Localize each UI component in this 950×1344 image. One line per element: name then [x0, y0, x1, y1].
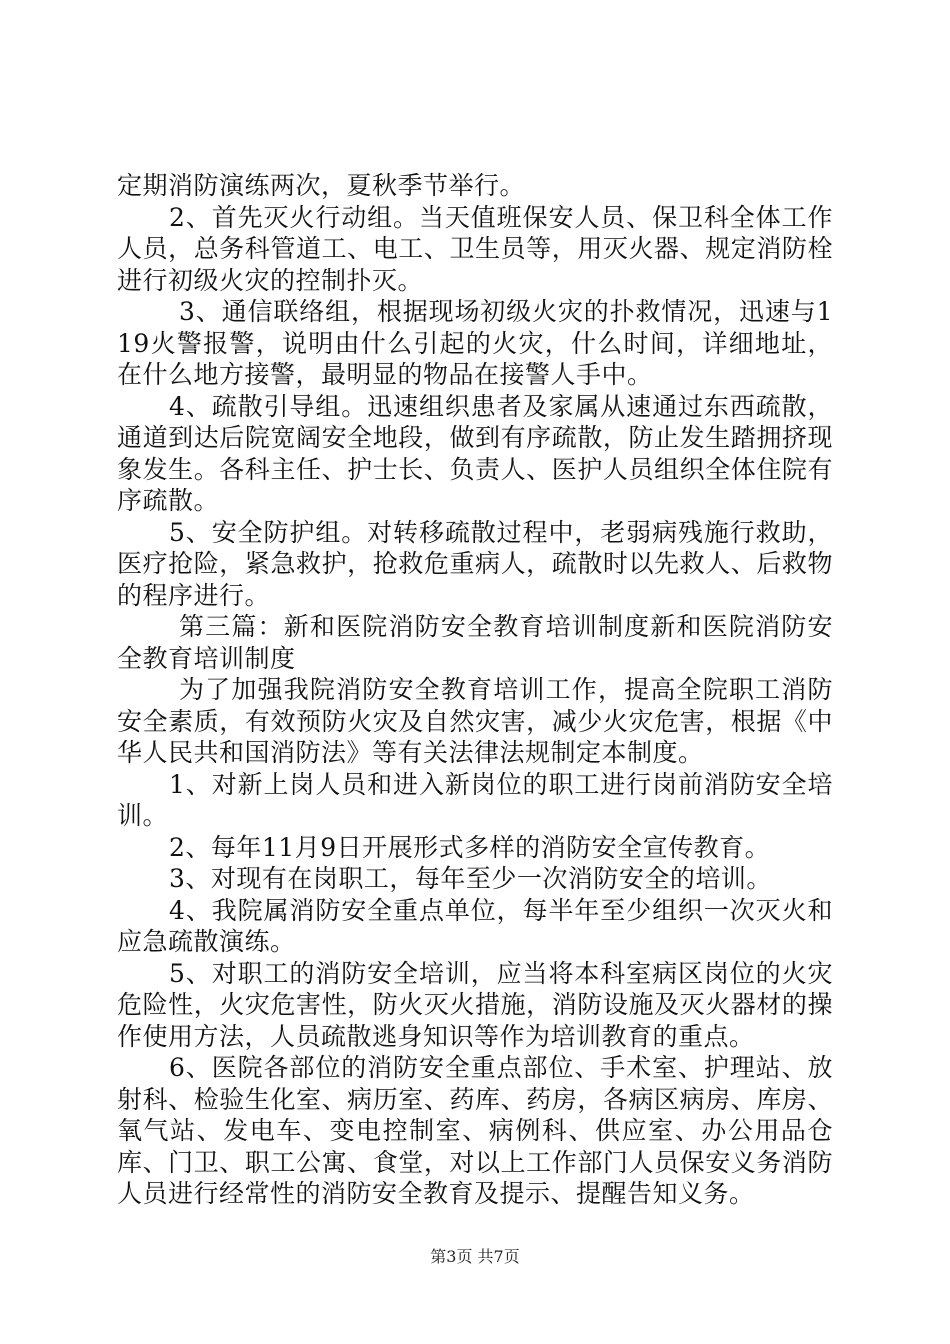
- paragraph-3: 3、通信联络组，根据现场初级火灾的扑救情况，迅速与119火警报警，说明由什么引起的火灾，什么时间，详细地址，在什么地方接警，最明显的物品在接警人手中。: [117, 297, 833, 389]
- paragraph-rule-1: 1、对新上岗人员和进入新岗位的职工进行岗前消防安全培训。: [117, 769, 833, 830]
- paragraph-5: 5、安全防护组。对转移疏散过程中，老弱病残施行救助，医疗抢险，紧急救护，抢救危重病人，疏散时以先救人、后救物的程序进行。: [117, 517, 833, 610]
- paragraph-4: 4、疏散引导组。迅速组织患者及家属从速通过东西疏散，通道到达后院宽阔安全地段，做到有序疏散，防止发生踏拥挤现象发生。各科主任、护士长、负责人、医护人员组织全体住院有序疏散。: [117, 391, 833, 515]
- paragraph-intro: 为了加强我院消防安全教育培训工作，提高全院职工消防安全素质，有效预防火灾及自然灾害，减少火灾危害，根据《中华人民共和国消防法》等有关法律法规制定本制度。: [117, 675, 833, 767]
- paragraph-rule-4: 4、我院属消防安全重点单位，每半年至少组织一次灭火和应急疏散演练。: [117, 895, 833, 956]
- page-footer: [0, 1244, 950, 1267]
- paragraph-rule-6: 6、医院各部位的消防安全重点部位、手术室、护理站、放射科、检验生化室、病历室、药库、药房，各病区病房、库房、氧气站、发电车、变电控制室、病例科、供应室、办公用品仓库、门卫、职工公寓、食堂，对以上工作部门人员保安义务消防人员进行经常性的消防安全教育及提示、提醒告知义务。: [117, 1053, 833, 1208]
- document-body: [117, 170, 833, 1210]
- paragraph-rule-3: 3、对现有在岗职工，每年至少一次消防安全的培训。: [169, 864, 772, 893]
- page-number-label: 第3页 共7页: [430, 1247, 520, 1266]
- paragraph-rule-2: 2、每年11月9日开展形式多样的消防安全宣传教育。: [169, 832, 771, 862]
- paragraph-rule-5: 5、对职工的消防安全培训，应当将本科室病区岗位的火灾危险性，火灾危害性，防火灭火措施，消防设施及灭火器材的操作使用方法，人员疏散逃身知识等作为培训教育的重点。: [117, 958, 833, 1051]
- paragraph-2: 2、首先灭火行动组。当天值班保安人员、保卫科全体工作人员，总务科管道工、电工、卫生员等，用灭火器、规定消防栓进行初级火灾的控制扑灭。: [117, 202, 833, 295]
- paragraph-1: 定期消防演练两次，夏秋季节举行。: [117, 171, 526, 200]
- section-heading: 第三篇：新和医院消防安全教育培训制度新和医院消防安全教育培训制度: [117, 612, 833, 673]
